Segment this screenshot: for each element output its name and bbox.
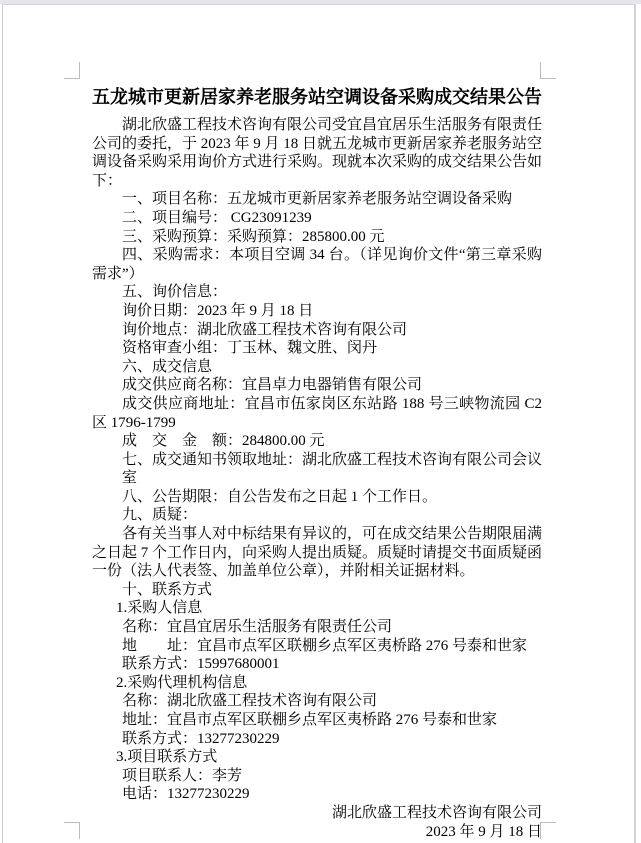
paragraph: 成交供应商名称：宜昌卓力电器销售有限公司 xyxy=(122,377,423,394)
paragraph: 十、联系方式 xyxy=(122,581,213,598)
paragraph: 名称：湖北欣盛工程技术咨询有限公司 xyxy=(122,693,378,710)
paragraph: 五、询价信息： xyxy=(122,284,228,301)
paragraph: 电话：13277230229 xyxy=(122,786,250,803)
paragraph: 七、成交通知书领取地址：湖北欣盛工程技术咨询有限公司会议室 xyxy=(122,451,543,487)
paragraph: 项目联系人：李芳 xyxy=(122,767,243,784)
paragraph: 各有关当事人对中标结果有异议的，可在成交结果公告期限届满之日起 7 个工作日内，向采购人提出质疑。质疑时请提交书面质疑函一份（法人代表签、加盖单位公章），并附相关证据材料。 xyxy=(92,526,543,580)
paragraph: 成 交 金 额：284800.00 元 xyxy=(122,433,325,450)
paragraph: 名称：宜昌宜居乐生活服务有限责任公司 xyxy=(122,619,393,636)
paragraph: 1.采购人信息 xyxy=(116,600,203,617)
paragraph: 询价日期：2023 年 9 月 18 日 xyxy=(122,302,314,319)
document-title: 五龙城市更新居家养老服务站空调设备采购成交结果公告 xyxy=(92,87,542,107)
paragraph: 询价地点：湖北欣盛工程技术咨询有限公司 xyxy=(122,321,408,338)
margin-crop-mark-top-left xyxy=(64,62,80,79)
paragraph: 二、项目编号： CG23091239 xyxy=(122,209,312,226)
paragraph: 地址：宜昌市点军区联棚乡点军区夷桥路 276 号泰和世家 xyxy=(122,712,498,728)
doc-paragraphs xyxy=(92,116,542,804)
margin-crop-mark-top-right xyxy=(540,62,556,79)
paragraph: 成交供应商地址：宜昌市伍家岗区东站路 188 号三峡物流园 C2 区 1796-1799 xyxy=(92,395,542,431)
paragraph: 一、项目名称：五龙城市更新居家养老服务站空调设备采购 xyxy=(122,191,513,208)
paragraph: 三、采购预算：采购预算：285800.00 元 xyxy=(122,228,385,245)
paragraph: 八、公告期限：自公告发布之日起 1 个工作日。 xyxy=(122,488,438,505)
paragraph: 资格审查小组：丁玉林、魏文胜、闵丹 xyxy=(122,340,378,357)
paragraph: 3.项目联系方式 xyxy=(116,749,218,766)
paragraph: 六、成交信息 xyxy=(122,358,213,375)
paragraph: 地 址：宜昌市点军区联棚乡点军区夷桥路 276 号泰和世家 xyxy=(122,637,528,654)
paragraph: 联系方式：15997680001 xyxy=(122,656,280,673)
signature-date: 2023 年 9 月 18 日 xyxy=(425,823,542,840)
margin-crop-mark-bottom-right xyxy=(540,822,556,839)
document-page xyxy=(2,4,636,843)
paragraph: 联系方式：13277230229 xyxy=(122,730,280,747)
signature-block xyxy=(92,804,542,841)
document-text-area xyxy=(92,84,542,841)
paragraph: 四、采购需求：本项目空调 34 台。（详见询价文件“第三章采购需求”） xyxy=(92,247,542,282)
paragraph: 湖北欣盛工程技术咨询有限公司受宜昌宜居乐生活服务有限责任公司的委托，于 2023 年 9 月 18 日就五龙城市更新居家养老服务站空调设备采购采用询价方式进行采购。现就本次采购的成交结果公告如下： xyxy=(92,117,543,189)
margin-crop-mark-bottom-left xyxy=(64,822,80,839)
paragraph: 2.采购代理机构信息 xyxy=(116,674,248,691)
signature-organization: 湖北欣盛工程技术咨询有限公司 xyxy=(331,804,542,821)
paragraph: 九、质疑： xyxy=(122,507,198,524)
